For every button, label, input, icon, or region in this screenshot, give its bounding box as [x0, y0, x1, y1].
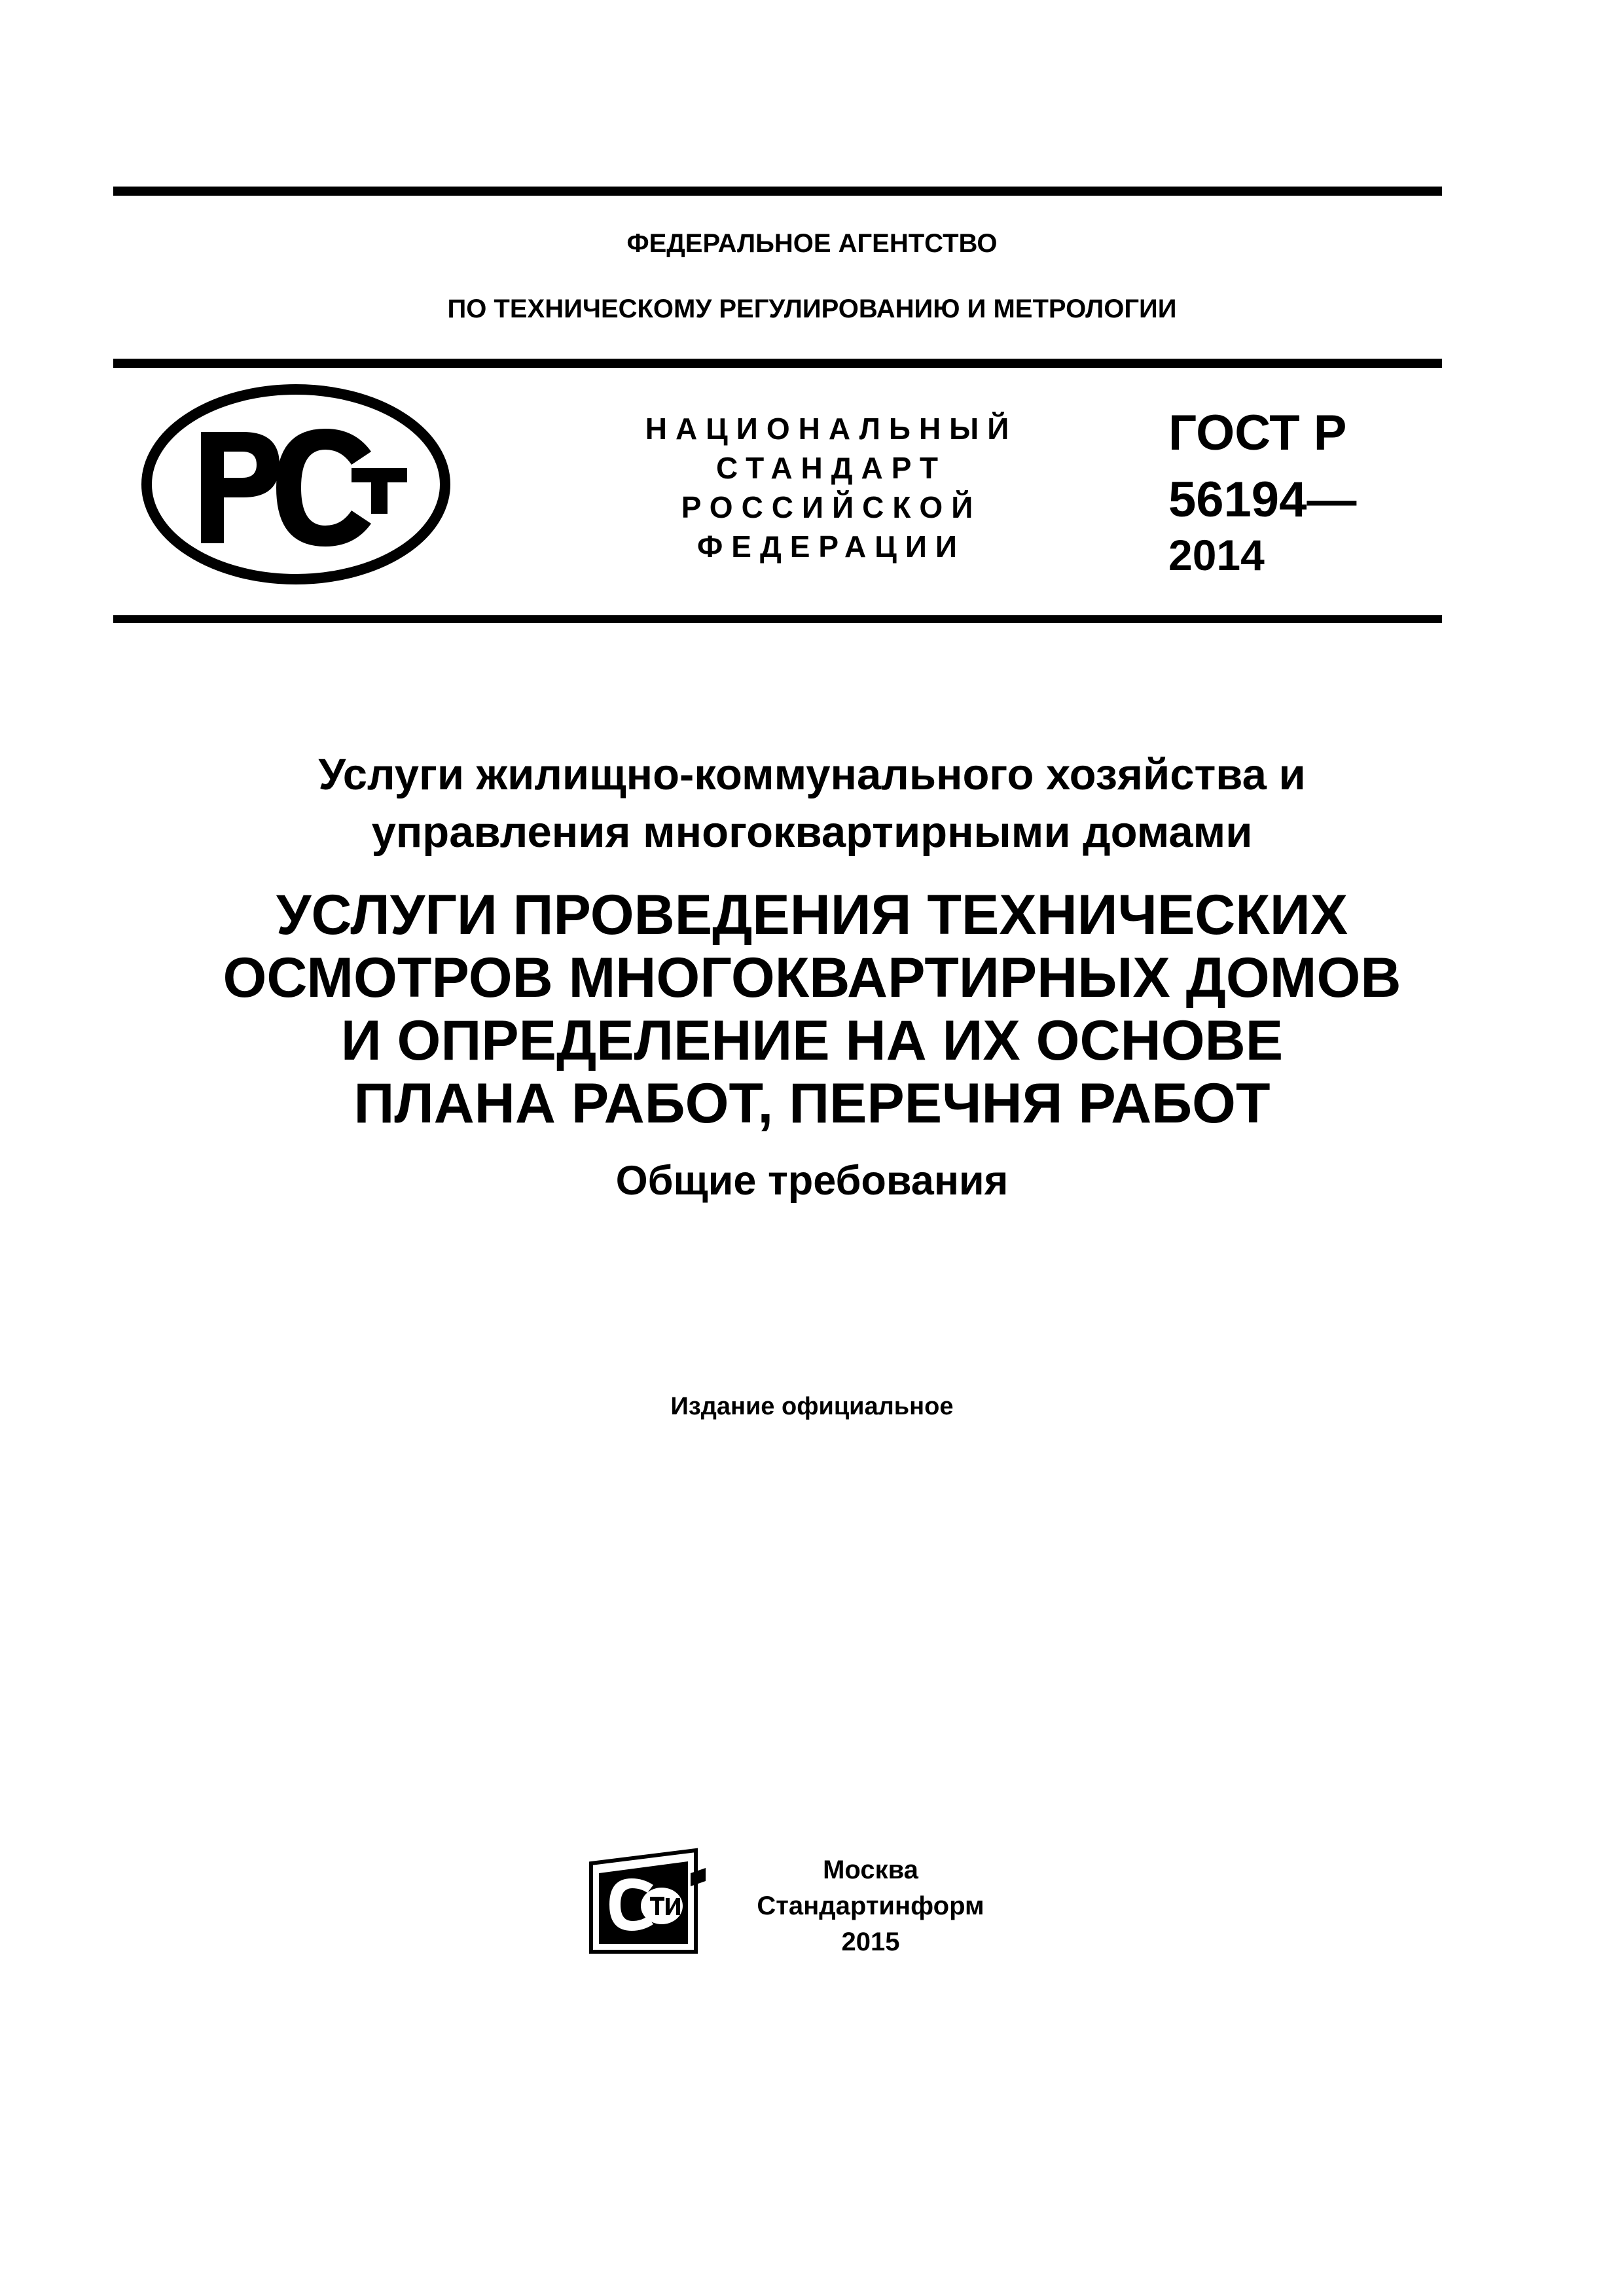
- main-title-line-1: УСЛУГИ ПРОВЕДЕНИЯ ТЕХНИЧЕСКИХ: [276, 884, 1348, 946]
- requirements-title: Общие требования: [615, 1158, 1009, 1204]
- agency-name-line-1: ФЕДЕРАЛЬНОЕ АГЕНТСТВО: [626, 229, 998, 258]
- national-standard-line-4: ФЕДЕРАЦИИ: [697, 529, 965, 564]
- agency-name-line-2: ПО ТЕХНИЧЕСКОМУ РЕГУЛИРОВАНИЮ И МЕТРОЛОГИИ: [447, 295, 1177, 323]
- main-title-line-3: И ОПРЕДЕЛЕНИЕ НА ИХ ОСНОВЕ: [340, 1009, 1284, 1072]
- document-title: [0, 746, 1624, 1246]
- imprint-city: Москва: [823, 1856, 918, 1884]
- main-title-line-4: ПЛАНА РАБОТ, ПЕРЕЧНЯ РАБОТ: [353, 1072, 1271, 1135]
- edition-label: Издание официальное: [670, 1393, 954, 1420]
- subtitle-line-2: управления многоквартирными домами: [371, 808, 1253, 857]
- standard-code-prefix: ГОСТ Р: [1168, 405, 1347, 461]
- national-standard-line-2: СТАНДАРТ: [716, 451, 947, 485]
- standard-code-year: 2014: [1168, 531, 1265, 579]
- subtitle-line-1: Услуги жилищно-коммунального хозяйства и: [318, 750, 1306, 799]
- rst-logo-icon: [139, 383, 453, 586]
- imprint-publisher: Стандартинформ: [757, 1892, 984, 1920]
- imprint-year: 2015: [841, 1928, 900, 1956]
- standartinform-logo-icon: [585, 1847, 715, 1958]
- main-title-line-2: ОСМОТРОВ МНОГОКВАРТИРНЫХ ДОМОВ: [223, 946, 1401, 1009]
- national-standard-line-1: НАЦИОНАЛЬНЫЙ: [645, 412, 1018, 446]
- national-standard-line-3: РОССИЙСКОЙ: [681, 490, 982, 524]
- top-rule: [113, 187, 1442, 196]
- header-rule: [113, 359, 1442, 368]
- standard-block-rule: [113, 615, 1442, 623]
- standard-code-number: 56194—: [1168, 472, 1357, 528]
